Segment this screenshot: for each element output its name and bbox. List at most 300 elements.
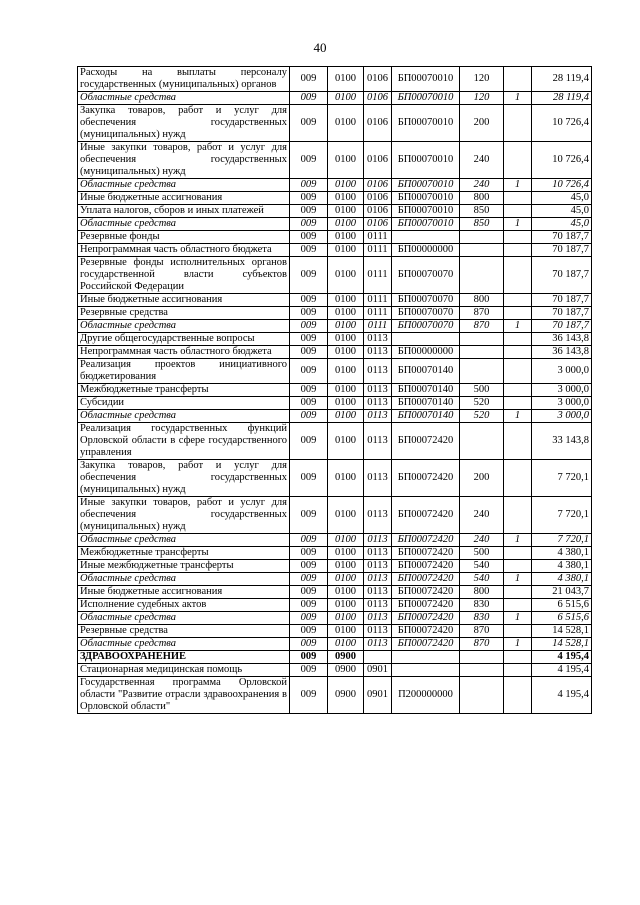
cell-target-article: БП00070010 bbox=[392, 92, 460, 105]
cell-funding-source bbox=[504, 460, 532, 497]
cell-funding-source bbox=[504, 294, 532, 307]
cell-amount: 3 000,0 bbox=[532, 410, 592, 423]
cell-target-article: БП00070070 bbox=[392, 257, 460, 294]
cell-name: Иные бюджетные ассигнования bbox=[78, 294, 290, 307]
cell-funding-source: 1 bbox=[504, 534, 532, 547]
cell-section: 0100 bbox=[328, 573, 364, 586]
cell-expense-type: 800 bbox=[460, 586, 504, 599]
cell-section: 0100 bbox=[328, 92, 364, 105]
cell-ministry: 009 bbox=[290, 257, 328, 294]
cell-ministry: 009 bbox=[290, 244, 328, 257]
cell-expense-type: 830 bbox=[460, 612, 504, 625]
cell-amount: 14 528,1 bbox=[532, 625, 592, 638]
cell-name: Областные средства bbox=[78, 612, 290, 625]
cell-name: Закупка товаров, работ и услуг для обеспечения государственных (муниципальных) нужд bbox=[78, 105, 290, 142]
cell-target-article: БП00070140 bbox=[392, 410, 460, 423]
cell-section: 0100 bbox=[328, 359, 364, 384]
cell-target-article: БП00070010 bbox=[392, 105, 460, 142]
cell-section: 0100 bbox=[328, 397, 364, 410]
cell-amount: 28 119,4 bbox=[532, 67, 592, 92]
cell-amount: 4 380,1 bbox=[532, 573, 592, 586]
cell-section: 0100 bbox=[328, 257, 364, 294]
cell-funding-source bbox=[504, 142, 532, 179]
cell-expense-type: 500 bbox=[460, 547, 504, 560]
cell-target-article: БП00070070 bbox=[392, 320, 460, 333]
table-row bbox=[78, 92, 592, 105]
cell-expense-type bbox=[460, 257, 504, 294]
cell-funding-source: 1 bbox=[504, 179, 532, 192]
cell-section: 0100 bbox=[328, 384, 364, 397]
cell-subsection: 0113 bbox=[364, 346, 392, 359]
cell-target-article: П200000000 bbox=[392, 677, 460, 714]
table-row bbox=[78, 307, 592, 320]
cell-ministry: 009 bbox=[290, 560, 328, 573]
table-row bbox=[78, 231, 592, 244]
cell-subsection: 0113 bbox=[364, 384, 392, 397]
cell-target-article: БП00072420 bbox=[392, 638, 460, 651]
cell-target-article: БП00070070 bbox=[392, 307, 460, 320]
cell-ministry: 009 bbox=[290, 423, 328, 460]
cell-name: Непрограммная часть областного бюджета bbox=[78, 244, 290, 257]
table-row bbox=[78, 534, 592, 547]
cell-ministry: 009 bbox=[290, 346, 328, 359]
cell-amount: 21 043,7 bbox=[532, 586, 592, 599]
cell-name: Иные бюджетные ассигнования bbox=[78, 586, 290, 599]
cell-section: 0100 bbox=[328, 244, 364, 257]
cell-section: 0100 bbox=[328, 333, 364, 346]
cell-expense-type bbox=[460, 423, 504, 460]
cell-ministry: 009 bbox=[290, 397, 328, 410]
cell-funding-source bbox=[504, 625, 532, 638]
cell-subsection: 0113 bbox=[364, 586, 392, 599]
cell-name: Межбюджетные трансферты bbox=[78, 384, 290, 397]
cell-name: Непрограммная часть областного бюджета bbox=[78, 346, 290, 359]
cell-name: Другие общегосударственные вопросы bbox=[78, 333, 290, 346]
cell-expense-type: 850 bbox=[460, 218, 504, 231]
cell-name: Резервные средства bbox=[78, 307, 290, 320]
table-row bbox=[78, 599, 592, 612]
cell-section: 0100 bbox=[328, 534, 364, 547]
cell-ministry: 009 bbox=[290, 599, 328, 612]
cell-amount: 70 187,7 bbox=[532, 307, 592, 320]
cell-amount: 7 720,1 bbox=[532, 534, 592, 547]
cell-funding-source bbox=[504, 105, 532, 142]
cell-subsection: 0113 bbox=[364, 333, 392, 346]
cell-subsection: 0113 bbox=[364, 547, 392, 560]
cell-section: 0100 bbox=[328, 625, 364, 638]
cell-funding-source bbox=[504, 333, 532, 346]
table-row bbox=[78, 67, 592, 92]
table-row bbox=[78, 257, 592, 294]
cell-target-article: БП00000000 bbox=[392, 346, 460, 359]
cell-expense-type: 240 bbox=[460, 497, 504, 534]
cell-funding-source bbox=[504, 307, 532, 320]
cell-amount: 4 380,1 bbox=[532, 560, 592, 573]
cell-section: 0100 bbox=[328, 294, 364, 307]
cell-amount: 70 187,7 bbox=[532, 244, 592, 257]
cell-funding-source: 1 bbox=[504, 92, 532, 105]
cell-ministry: 009 bbox=[290, 625, 328, 638]
cell-amount: 70 187,7 bbox=[532, 294, 592, 307]
cell-subsection: 0113 bbox=[364, 423, 392, 460]
cell-target-article: БП00072420 bbox=[392, 573, 460, 586]
cell-amount: 6 515,6 bbox=[532, 599, 592, 612]
cell-name: Резервные фонды исполнительных органов государственной власти субъектов Российской Федерации bbox=[78, 257, 290, 294]
cell-target-article bbox=[392, 651, 460, 664]
cell-target-article: БП00072420 bbox=[392, 560, 460, 573]
cell-section: 0900 bbox=[328, 651, 364, 664]
cell-ministry: 009 bbox=[290, 497, 328, 534]
table-row bbox=[78, 192, 592, 205]
cell-funding-source bbox=[504, 664, 532, 677]
cell-amount: 3 000,0 bbox=[532, 359, 592, 384]
budget-table bbox=[77, 66, 592, 714]
table-row bbox=[78, 346, 592, 359]
cell-amount: 6 515,6 bbox=[532, 612, 592, 625]
cell-expense-type bbox=[460, 664, 504, 677]
cell-expense-type: 520 bbox=[460, 397, 504, 410]
cell-ministry: 009 bbox=[290, 586, 328, 599]
cell-subsection: 0113 bbox=[364, 625, 392, 638]
cell-name: Расходы на выплаты персоналу государственных (муниципальных) органов bbox=[78, 67, 290, 92]
cell-funding-source bbox=[504, 359, 532, 384]
table-row bbox=[78, 586, 592, 599]
table-row bbox=[78, 638, 592, 651]
cell-expense-type: 240 bbox=[460, 534, 504, 547]
cell-ministry: 009 bbox=[290, 547, 328, 560]
cell-subsection: 0113 bbox=[364, 460, 392, 497]
cell-ministry: 009 bbox=[290, 179, 328, 192]
cell-target-article: БП00070010 bbox=[392, 205, 460, 218]
table-row bbox=[78, 651, 592, 664]
cell-target-article: БП00070010 bbox=[392, 179, 460, 192]
cell-expense-type bbox=[460, 244, 504, 257]
cell-expense-type: 800 bbox=[460, 294, 504, 307]
cell-funding-source bbox=[504, 205, 532, 218]
cell-name: Реализация государственных функций Орловской области в сфере государственного управления bbox=[78, 423, 290, 460]
cell-funding-source bbox=[504, 67, 532, 92]
cell-subsection: 0111 bbox=[364, 294, 392, 307]
cell-funding-source bbox=[504, 231, 532, 244]
cell-funding-source: 1 bbox=[504, 410, 532, 423]
cell-funding-source bbox=[504, 346, 532, 359]
cell-funding-source bbox=[504, 599, 532, 612]
cell-amount: 45,0 bbox=[532, 205, 592, 218]
cell-ministry: 009 bbox=[290, 651, 328, 664]
cell-name: Государственная программа Орловской области "Развитие отрасли здравоохранения в Орловской области" bbox=[78, 677, 290, 714]
cell-name: Областные средства bbox=[78, 573, 290, 586]
cell-section: 0100 bbox=[328, 218, 364, 231]
cell-subsection: 0111 bbox=[364, 244, 392, 257]
cell-name: Закупка товаров, работ и услуг для обеспечения государственных (муниципальных) нужд bbox=[78, 460, 290, 497]
cell-expense-type bbox=[460, 333, 504, 346]
cell-amount: 10 726,4 bbox=[532, 105, 592, 142]
cell-subsection: 0113 bbox=[364, 497, 392, 534]
cell-target-article: БП00070010 bbox=[392, 192, 460, 205]
cell-target-article bbox=[392, 333, 460, 346]
cell-target-article: БП00070010 bbox=[392, 218, 460, 231]
table-row bbox=[78, 179, 592, 192]
cell-name: Уплата налогов, сборов и иных платежей bbox=[78, 205, 290, 218]
cell-section: 0100 bbox=[328, 192, 364, 205]
table-row bbox=[78, 560, 592, 573]
cell-name: Стационарная медицинская помощь bbox=[78, 664, 290, 677]
cell-ministry: 009 bbox=[290, 231, 328, 244]
table-row bbox=[78, 423, 592, 460]
cell-funding-source bbox=[504, 384, 532, 397]
cell-amount: 10 726,4 bbox=[532, 179, 592, 192]
cell-amount: 45,0 bbox=[532, 192, 592, 205]
cell-target-article: БП00070140 bbox=[392, 359, 460, 384]
cell-subsection: 0106 bbox=[364, 67, 392, 92]
cell-target-article: БП00070140 bbox=[392, 397, 460, 410]
cell-ministry: 009 bbox=[290, 320, 328, 333]
cell-expense-type bbox=[460, 677, 504, 714]
cell-ministry: 009 bbox=[290, 333, 328, 346]
cell-funding-source: 1 bbox=[504, 320, 532, 333]
table-row bbox=[78, 294, 592, 307]
cell-section: 0100 bbox=[328, 179, 364, 192]
cell-name: Иные бюджетные ассигнования bbox=[78, 192, 290, 205]
cell-subsection: 0901 bbox=[364, 664, 392, 677]
cell-ministry: 009 bbox=[290, 307, 328, 320]
cell-amount: 70 187,7 bbox=[532, 231, 592, 244]
cell-expense-type bbox=[460, 231, 504, 244]
cell-subsection: 0111 bbox=[364, 257, 392, 294]
cell-funding-source bbox=[504, 651, 532, 664]
cell-ministry: 009 bbox=[290, 384, 328, 397]
cell-funding-source bbox=[504, 586, 532, 599]
cell-name: Областные средства bbox=[78, 92, 290, 105]
cell-name: Иные закупки товаров, работ и услуг для обеспечения государственных (муниципальных) нужд bbox=[78, 497, 290, 534]
cell-section: 0100 bbox=[328, 423, 364, 460]
cell-target-article: БП00070070 bbox=[392, 294, 460, 307]
cell-target-article: БП00072420 bbox=[392, 534, 460, 547]
table-row bbox=[78, 625, 592, 638]
cell-expense-type bbox=[460, 359, 504, 384]
cell-subsection: 0113 bbox=[364, 612, 392, 625]
cell-target-article: БП00000000 bbox=[392, 244, 460, 257]
cell-expense-type: 240 bbox=[460, 142, 504, 179]
cell-amount: 4 195,4 bbox=[532, 651, 592, 664]
table-row bbox=[78, 460, 592, 497]
cell-funding-source bbox=[504, 497, 532, 534]
cell-name: Исполнение судебных актов bbox=[78, 599, 290, 612]
cell-name: Иные межбюджетные трансферты bbox=[78, 560, 290, 573]
table-row bbox=[78, 218, 592, 231]
cell-amount: 33 143,8 bbox=[532, 423, 592, 460]
cell-subsection: 0106 bbox=[364, 142, 392, 179]
cell-section: 0100 bbox=[328, 586, 364, 599]
cell-subsection bbox=[364, 651, 392, 664]
cell-section: 0100 bbox=[328, 320, 364, 333]
cell-amount: 4 195,4 bbox=[532, 677, 592, 714]
cell-expense-type: 540 bbox=[460, 560, 504, 573]
table-row bbox=[78, 205, 592, 218]
cell-name: Областные средства bbox=[78, 218, 290, 231]
cell-amount: 28 119,4 bbox=[532, 92, 592, 105]
table-row bbox=[78, 664, 592, 677]
cell-amount: 4 380,1 bbox=[532, 547, 592, 560]
page-number: 40 bbox=[313, 40, 327, 55]
cell-ministry: 009 bbox=[290, 638, 328, 651]
table-row bbox=[78, 333, 592, 346]
cell-section: 0100 bbox=[328, 460, 364, 497]
cell-expense-type bbox=[460, 651, 504, 664]
cell-section: 0900 bbox=[328, 664, 364, 677]
cell-ministry: 009 bbox=[290, 67, 328, 92]
cell-section: 0100 bbox=[328, 410, 364, 423]
cell-section: 0100 bbox=[328, 612, 364, 625]
cell-subsection: 0901 bbox=[364, 677, 392, 714]
table-row bbox=[78, 612, 592, 625]
cell-expense-type: 500 bbox=[460, 384, 504, 397]
cell-section: 0100 bbox=[328, 560, 364, 573]
cell-section: 0100 bbox=[328, 67, 364, 92]
cell-section: 0100 bbox=[328, 105, 364, 142]
cell-target-article: БП00072420 bbox=[392, 460, 460, 497]
cell-amount: 4 195,4 bbox=[532, 664, 592, 677]
cell-expense-type: 870 bbox=[460, 638, 504, 651]
cell-section: 0100 bbox=[328, 346, 364, 359]
cell-expense-type: 870 bbox=[460, 307, 504, 320]
cell-name: Областные средства bbox=[78, 410, 290, 423]
cell-funding-source bbox=[504, 244, 532, 257]
cell-name: Областные средства bbox=[78, 534, 290, 547]
cell-funding-source: 1 bbox=[504, 218, 532, 231]
table-row bbox=[78, 384, 592, 397]
table-row bbox=[78, 359, 592, 384]
cell-expense-type: 240 bbox=[460, 179, 504, 192]
cell-subsection: 0113 bbox=[364, 397, 392, 410]
cell-target-article bbox=[392, 231, 460, 244]
cell-funding-source bbox=[504, 397, 532, 410]
cell-ministry: 009 bbox=[290, 359, 328, 384]
cell-ministry: 009 bbox=[290, 612, 328, 625]
cell-funding-source bbox=[504, 677, 532, 714]
cell-funding-source bbox=[504, 192, 532, 205]
cell-name: Областные средства bbox=[78, 179, 290, 192]
cell-target-article bbox=[392, 664, 460, 677]
cell-target-article: БП00072420 bbox=[392, 625, 460, 638]
cell-subsection: 0106 bbox=[364, 205, 392, 218]
cell-ministry: 009 bbox=[290, 410, 328, 423]
table-row bbox=[78, 397, 592, 410]
cell-section: 0100 bbox=[328, 547, 364, 560]
cell-ministry: 009 bbox=[290, 664, 328, 677]
cell-subsection: 0106 bbox=[364, 192, 392, 205]
cell-target-article: БП00070010 bbox=[392, 142, 460, 179]
cell-subsection: 0106 bbox=[364, 179, 392, 192]
cell-expense-type: 520 bbox=[460, 410, 504, 423]
table-row bbox=[78, 497, 592, 534]
cell-ministry: 009 bbox=[290, 92, 328, 105]
cell-amount: 70 187,7 bbox=[532, 320, 592, 333]
cell-subsection: 0106 bbox=[364, 92, 392, 105]
cell-target-article: БП00072420 bbox=[392, 599, 460, 612]
table-row bbox=[78, 410, 592, 423]
cell-expense-type: 200 bbox=[460, 105, 504, 142]
cell-amount: 70 187,7 bbox=[532, 257, 592, 294]
cell-section: 0100 bbox=[328, 599, 364, 612]
cell-section: 0100 bbox=[328, 205, 364, 218]
cell-subsection: 0106 bbox=[364, 105, 392, 142]
cell-subsection: 0106 bbox=[364, 218, 392, 231]
cell-subsection: 0113 bbox=[364, 638, 392, 651]
cell-expense-type bbox=[460, 346, 504, 359]
cell-expense-type: 870 bbox=[460, 320, 504, 333]
cell-section: 0900 bbox=[328, 677, 364, 714]
cell-section: 0100 bbox=[328, 497, 364, 534]
table-row bbox=[78, 244, 592, 257]
cell-ministry: 009 bbox=[290, 534, 328, 547]
cell-ministry: 009 bbox=[290, 192, 328, 205]
cell-amount: 7 720,1 bbox=[532, 497, 592, 534]
cell-expense-type: 120 bbox=[460, 67, 504, 92]
cell-amount: 3 000,0 bbox=[532, 397, 592, 410]
cell-expense-type: 850 bbox=[460, 205, 504, 218]
cell-subsection: 0113 bbox=[364, 599, 392, 612]
cell-funding-source: 1 bbox=[504, 573, 532, 586]
cell-subsection: 0113 bbox=[364, 573, 392, 586]
cell-subsection: 0113 bbox=[364, 359, 392, 384]
table-row bbox=[78, 573, 592, 586]
cell-amount: 10 726,4 bbox=[532, 142, 592, 179]
cell-target-article: БП00070010 bbox=[392, 67, 460, 92]
cell-amount: 45,0 bbox=[532, 218, 592, 231]
cell-ministry: 009 bbox=[290, 218, 328, 231]
cell-funding-source bbox=[504, 423, 532, 460]
table-row bbox=[78, 142, 592, 179]
cell-funding-source bbox=[504, 547, 532, 560]
cell-section: 0100 bbox=[328, 307, 364, 320]
cell-target-article: БП00072420 bbox=[392, 497, 460, 534]
cell-subsection: 0113 bbox=[364, 534, 392, 547]
cell-name: Иные закупки товаров, работ и услуг для обеспечения государственных (муниципальных) нужд bbox=[78, 142, 290, 179]
cell-funding-source bbox=[504, 257, 532, 294]
cell-subsection: 0111 bbox=[364, 231, 392, 244]
cell-name: Реализация проектов инициативного бюджетирования bbox=[78, 359, 290, 384]
cell-ministry: 009 bbox=[290, 460, 328, 497]
cell-ministry: 009 bbox=[290, 677, 328, 714]
cell-expense-type: 540 bbox=[460, 573, 504, 586]
cell-ministry: 009 bbox=[290, 105, 328, 142]
cell-subsection: 0113 bbox=[364, 560, 392, 573]
cell-expense-type: 870 bbox=[460, 625, 504, 638]
cell-expense-type: 120 bbox=[460, 92, 504, 105]
cell-target-article: БП00070140 bbox=[392, 384, 460, 397]
cell-amount: 7 720,1 bbox=[532, 460, 592, 497]
cell-funding-source: 1 bbox=[504, 612, 532, 625]
cell-target-article: БП00072420 bbox=[392, 423, 460, 460]
table-row bbox=[78, 320, 592, 333]
cell-ministry: 009 bbox=[290, 205, 328, 218]
cell-name: Межбюджетные трансферты bbox=[78, 547, 290, 560]
cell-section: 0100 bbox=[328, 638, 364, 651]
cell-target-article: БП00072420 bbox=[392, 547, 460, 560]
cell-ministry: 009 bbox=[290, 142, 328, 179]
cell-expense-type: 200 bbox=[460, 460, 504, 497]
cell-name: Областные средства bbox=[78, 320, 290, 333]
table-row bbox=[78, 547, 592, 560]
cell-subsection: 0113 bbox=[364, 410, 392, 423]
cell-name: Областные средства bbox=[78, 638, 290, 651]
cell-name: Резервные средства bbox=[78, 625, 290, 638]
cell-target-article: БП00072420 bbox=[392, 612, 460, 625]
table-row bbox=[78, 105, 592, 142]
cell-ministry: 009 bbox=[290, 294, 328, 307]
cell-funding-source: 1 bbox=[504, 638, 532, 651]
